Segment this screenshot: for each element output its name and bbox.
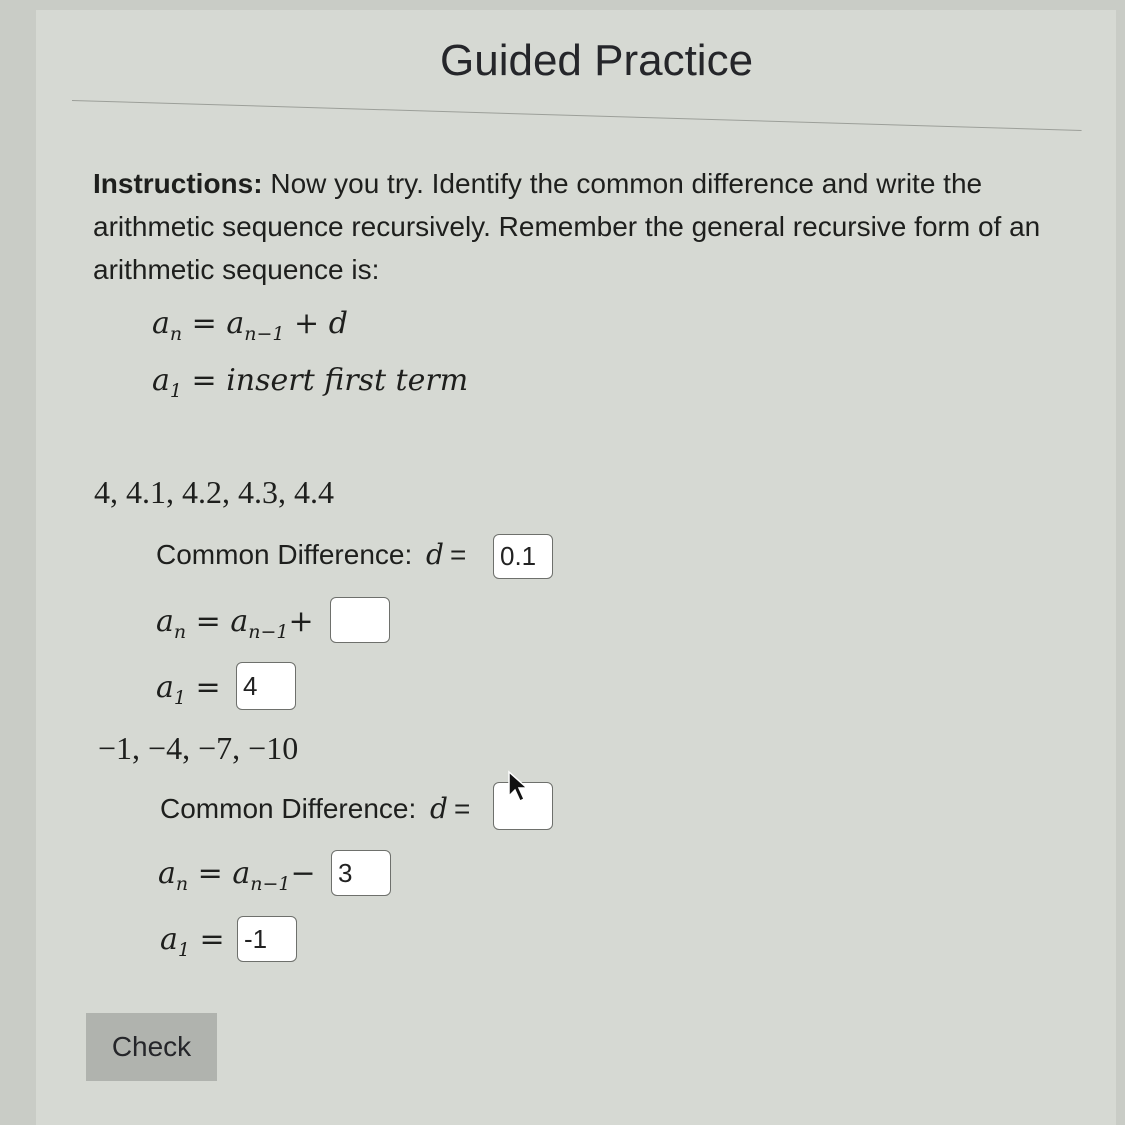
- instructions-text: [93, 162, 1053, 291]
- instructions-body: Now you try. Identify the common difference and write the arithmetic sequence recursively. Remember the general recursive form of an arithmetic sequence is:: [93, 168, 1041, 285]
- gf-a1: a: [152, 363, 170, 398]
- gf-an-sub: n: [169, 323, 183, 345]
- recursive-term-input-2[interactable]: [331, 850, 391, 896]
- check-button[interactable]: Check: [86, 1013, 217, 1081]
- d-symbol-2: d: [430, 792, 448, 825]
- gf-eq2: =: [181, 363, 227, 398]
- recursive-formula-2: $a_n = a_{n-1}-$: [158, 856, 316, 895]
- d-symbol-1: d: [426, 538, 444, 571]
- gf-plus-d: + d: [284, 306, 348, 341]
- d-eq-2: =: [453, 793, 471, 824]
- page-title: Guided Practice: [440, 36, 754, 85]
- first-term-formula-2: $a_1$ =: [160, 922, 225, 961]
- d-eq-1: =: [449, 539, 467, 570]
- common-difference-input-1[interactable]: [493, 534, 553, 579]
- first-term-input-2[interactable]: [237, 916, 297, 962]
- recursive-term-input-1[interactable]: [330, 597, 390, 643]
- common-difference-label-1: [156, 538, 466, 571]
- sequence-2: −1, −4, −7, −10: [98, 730, 299, 766]
- recursive-operator-1: +: [288, 604, 314, 639]
- general-form-first-term: [152, 363, 468, 402]
- gf-an: a: [152, 306, 170, 341]
- common-difference-label-2: [160, 792, 470, 825]
- gf-a1-sub: 1: [169, 380, 182, 402]
- recursive-formula-1: $a_n = a_{n-1}+$: [156, 604, 314, 643]
- cd-text-2: Common Difference:: [160, 793, 425, 824]
- mouse-pointer-icon: [505, 770, 531, 804]
- gf-eq: =: [182, 306, 227, 341]
- general-form-recursive: [152, 306, 348, 345]
- gf-insert-first-term: insert first term: [226, 363, 469, 398]
- recursive-operator-2: −: [290, 856, 316, 891]
- sequence-1: 4, 4.1, 4.2, 4.3, 4.4: [94, 474, 334, 510]
- gf-an1-sub: n−1: [244, 323, 285, 345]
- cd-text-1: Common Difference:: [156, 539, 421, 570]
- first-term-input-1[interactable]: [236, 662, 296, 710]
- first-term-formula-1: $a_1$ =: [156, 670, 221, 709]
- gf-an1: a: [226, 306, 245, 341]
- instructions-label: Instructions:: [93, 168, 263, 199]
